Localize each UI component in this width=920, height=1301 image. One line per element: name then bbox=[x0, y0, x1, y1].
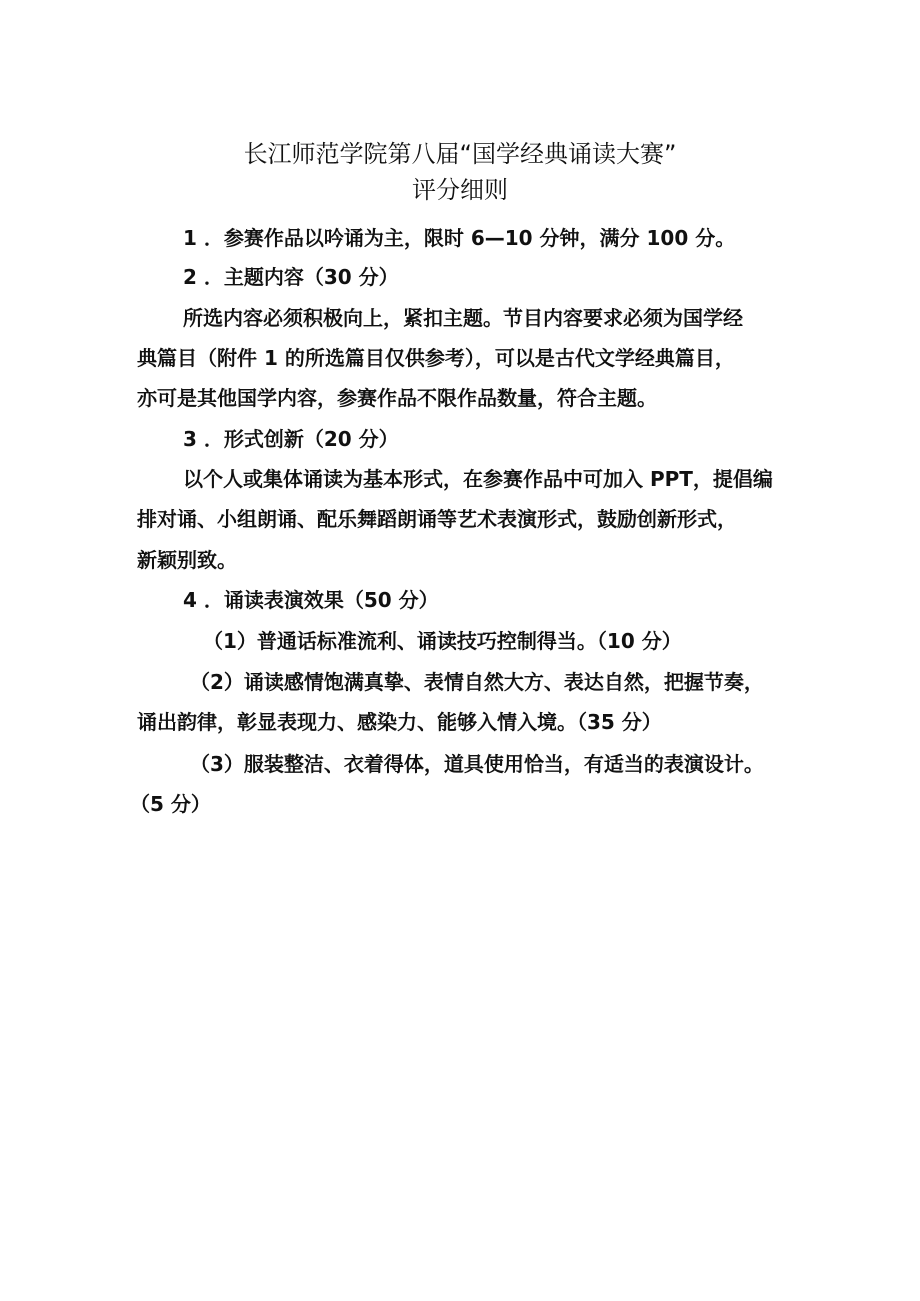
section-2-body-line-2: 典篇目（附件 1 的所选篇目仅供参考），可以是古代文学经典篇目， bbox=[137, 346, 735, 370]
section-4-item-3-line-1: （3）服装整洁、衣着得体，道具使用恰当，有适当的表演设计。 bbox=[190, 752, 764, 776]
section-2-heading: 2 ．主题内容（30 分） bbox=[183, 265, 399, 289]
section-4-item-1: （1）普通话标准流利、诵读技巧控制得当。（10 分） bbox=[203, 629, 682, 653]
document-subtitle: 评分细则 bbox=[412, 176, 508, 204]
section-4-item-2-line-2: 诵出韵律，彰显表现力、感染力、能够入情入境。（35 分） bbox=[137, 710, 662, 734]
section-2-body-line-3: 亦可是其他国学内容，参赛作品不限作品数量，符合主题。 bbox=[137, 386, 657, 410]
document-title: 长江师范学院第八届“国学经典诵读大赛” bbox=[243, 140, 677, 168]
section-4-item-3-line-2: （5 分） bbox=[130, 792, 211, 816]
section-2-body-line-1: 所选内容必须积极向上，紧扣主题。节目内容要求必须为国学经 bbox=[183, 306, 743, 330]
section-3-heading: 3 ．形式创新（20 分） bbox=[183, 427, 399, 451]
section-4-heading: 4 ．诵读表演效果（50 分） bbox=[183, 588, 439, 612]
section-3-body-line-1: 以个人或集体诵读为基本形式，在参赛作品中可加入 PPT，提倡编 bbox=[183, 467, 773, 491]
section-3-body-line-2: 排对诵、小组朗诵、配乐舞蹈朗诵等艺术表演形式，鼓励创新形式， bbox=[137, 507, 737, 531]
rule-1-text: 1 ．参赛作品以吟诵为主，限时 6—10 分钟，满分 100 分。 bbox=[183, 226, 736, 250]
section-4-item-2-line-1: （2）诵读感情饱满真挚、表情自然大方、表达自然，把握节奏， bbox=[190, 670, 764, 694]
section-3-body-line-3: 新颖别致。 bbox=[137, 548, 237, 572]
